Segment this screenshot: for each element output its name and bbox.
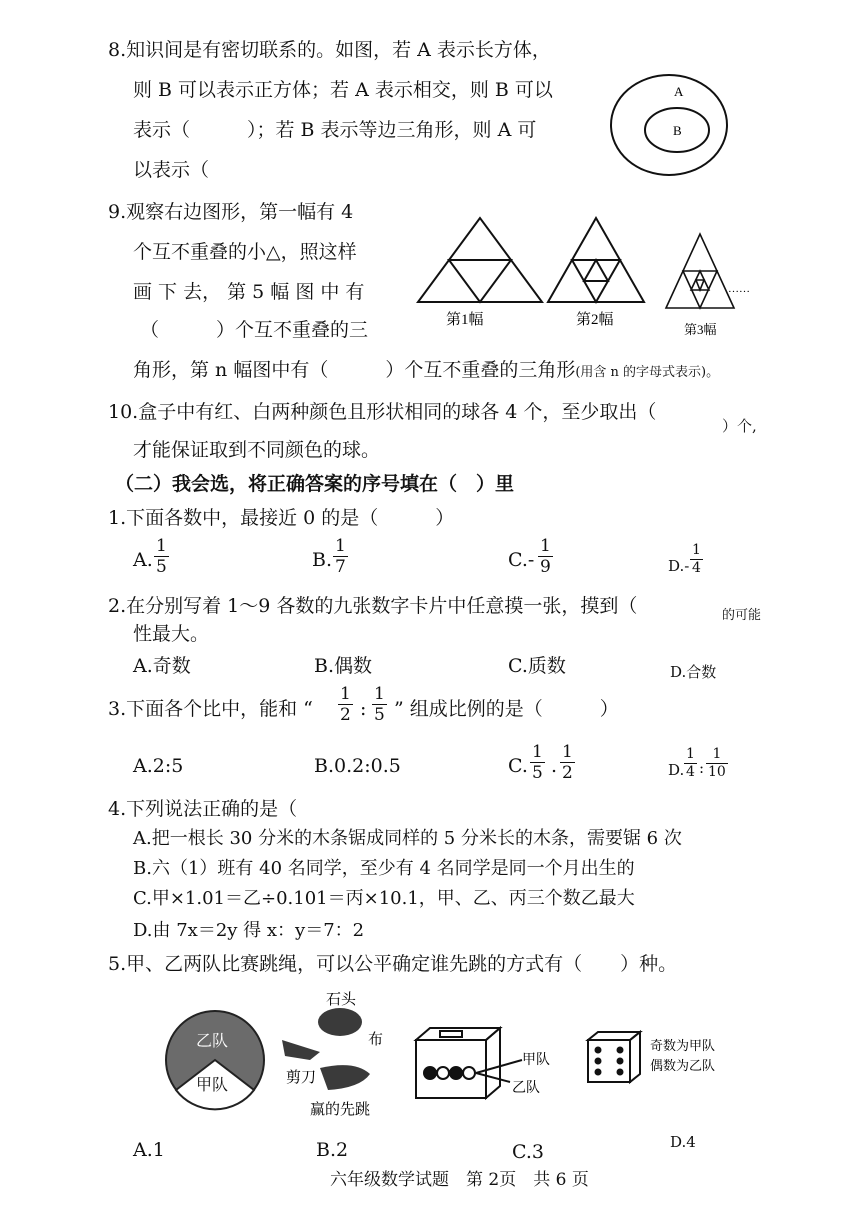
- c3-c-sep: .: [551, 755, 558, 777]
- c2-option-c: C.质数: [508, 655, 566, 677]
- c1-d-label: D.-: [668, 557, 690, 575]
- dice-even-label: 偶数为乙队: [650, 1058, 716, 1073]
- c5-option-b: B.2: [316, 1139, 349, 1161]
- c3-option-a: A.2:5: [133, 755, 184, 777]
- c3-d-fraction-1: $\frac{1}{4}$: [686, 746, 695, 780]
- rock-hand-icon: [318, 1008, 362, 1036]
- spinner-label-top: 乙队: [196, 1033, 229, 1050]
- rps-paper-label: 布: [368, 1032, 384, 1048]
- c3-c-fraction-1: $\frac{1}{5}$: [532, 742, 543, 783]
- triangle-fig-3: [666, 234, 734, 308]
- q8-line-2: 则 B 可以表示正方体；若 A 表示相交，则 B 可以: [133, 79, 553, 101]
- c3-stem-end: ” 组成比例的是（ ）: [394, 698, 619, 720]
- q9-line-2: 个互不重叠的小△，照这样: [133, 241, 357, 263]
- q10-line-2: 才能保证取到不同颜色的球。: [133, 439, 381, 461]
- c1-c-fraction: $\frac{1}{9}$: [540, 536, 551, 577]
- triangle-figures: [410, 212, 760, 342]
- paper-hand-icon: [320, 1065, 370, 1090]
- c4-option-c: C.甲×1.01＝乙÷0.101＝丙×10.1，甲、乙、丙三个数乙最大: [133, 888, 635, 909]
- c4-option-b: B.六（1）班有 40 名同学，至少有 4 名同学是同一个月出生的: [133, 858, 635, 879]
- c3-c-fraction-2: $\frac{1}{2}$: [562, 742, 573, 783]
- c1-d-fraction: $\frac{1}{4}$: [692, 542, 701, 576]
- c2-option-d: D.合数: [670, 663, 717, 681]
- c1-b-label: B.: [312, 549, 333, 571]
- page-footer: 六年级数学试题 第 2页 共 6 页: [330, 1170, 589, 1190]
- continue-dots: ……: [728, 283, 750, 295]
- q9-note: (用含 n 的字母式表示)。: [575, 365, 720, 380]
- dice-icon: [588, 1032, 640, 1082]
- c2-option-a: A.奇数: [133, 655, 191, 677]
- triangle-fig-1: [418, 218, 542, 302]
- c4-option-d: D.由 7x＝2y 得 x：y＝7：2: [133, 920, 365, 941]
- c5-stem: 5.甲、乙两队比赛跳绳，可以公平确定谁先跳的方式有（ ）种。: [108, 953, 678, 975]
- q9-line-1: 9.观察右边图形，第一幅有 4: [108, 201, 354, 223]
- c3-c-label: C.: [508, 755, 528, 777]
- c3-stem-fraction-2: $\frac{1}{5}$: [374, 684, 385, 725]
- c1-c-label: C.-: [508, 549, 535, 571]
- c3-stem-start: 3.下面各个比中，能和 “: [108, 698, 313, 720]
- q10-line-1: 10.盒子中有红、白两种颜色且形状相同的球各 4 个，至少取出（: [108, 401, 657, 423]
- c3-stem-colon: :: [360, 698, 367, 720]
- q8-line-3: 表示（ ）；若 B 表示等边三角形，则 A 可: [133, 119, 537, 141]
- q9-line-5: 角形，第 n 幅图中有（ ）个互不重叠的三角形(用含 n 的字母式表示)。: [133, 359, 720, 381]
- c2-line-2: 性最大。: [133, 623, 210, 645]
- c2-option-b: B.偶数: [314, 655, 373, 677]
- spinner-label-bottom: 甲队: [196, 1077, 229, 1094]
- outer-ellipse: [611, 75, 727, 175]
- rps-scissors-label: 剪刀: [286, 1070, 317, 1086]
- rps-win-label: 赢的先跳: [310, 1102, 371, 1118]
- q9-line-3: 画 下 去， 第 5 幅 图 中 有: [133, 281, 365, 303]
- c4-option-a: A.把一根长 30 分米的木条锯成同样的 5 分米长的木条，需要锯 6 次: [133, 828, 682, 849]
- c1-b-fraction: $\frac{1}{7}$: [335, 536, 346, 577]
- c1-a-fraction: $\frac{1}{5}$: [156, 536, 167, 577]
- box-label-b: 乙队: [512, 1081, 540, 1096]
- fig-2-label: 第2幅: [576, 312, 614, 328]
- venn-diagram: [608, 70, 730, 180]
- c5-option-d: D.4: [670, 1133, 696, 1151]
- c3-option-b: B.0.2:0.5: [314, 755, 401, 777]
- c5-option-c: C.3: [512, 1141, 544, 1163]
- c2-stem-end: 的可能: [722, 608, 762, 623]
- c4-stem: 4.下列说法正确的是（: [108, 798, 298, 820]
- c3-d-sep: :: [699, 759, 705, 777]
- c3-d-fraction-2: $\frac{1}{10}$: [708, 746, 726, 780]
- dice-odd-label: 奇数为甲队: [650, 1038, 716, 1053]
- fig-1-label: 第1幅: [446, 312, 484, 328]
- c2-stem: 2.在分别写着 1～9 各数的九张数字卡片中任意摸一张，摸到（: [108, 595, 638, 617]
- c1-stem: 1.下面各数中，最接近 0 的是（ ）: [108, 507, 455, 529]
- venn-label-a: A: [674, 84, 684, 99]
- spinner-figure: [166, 1011, 264, 1109]
- rps-rock-label: 石头: [326, 992, 357, 1008]
- c5-option-a: A.1: [133, 1139, 165, 1161]
- c5-figures: [160, 992, 760, 1130]
- section-2-heading: （二）我会选，将正确答案的序号填在（ ）里: [115, 473, 515, 495]
- box-label-a: 甲队: [522, 1053, 550, 1068]
- fig-3-label: 第3幅: [684, 322, 717, 337]
- c3-stem-fraction-1: $\frac{1}{2}$: [340, 684, 351, 725]
- scissors-hand-icon: [282, 1040, 320, 1060]
- q10-line-1-end: ）个,: [722, 417, 757, 435]
- venn-label-b: B: [673, 123, 682, 138]
- q8-line-4: 以表示（: [133, 159, 210, 181]
- c1-a-label: A.: [133, 549, 153, 571]
- triangle-fig-2: [548, 218, 644, 302]
- ball-box-figure: [416, 1028, 522, 1098]
- q9-line-4: （ ）个互不重叠的三: [140, 319, 369, 341]
- c3-d-label: D.: [668, 761, 685, 779]
- q8-line-1: 8.知识间是有密切联系的。如图，若 A 表示长方体，: [108, 39, 551, 61]
